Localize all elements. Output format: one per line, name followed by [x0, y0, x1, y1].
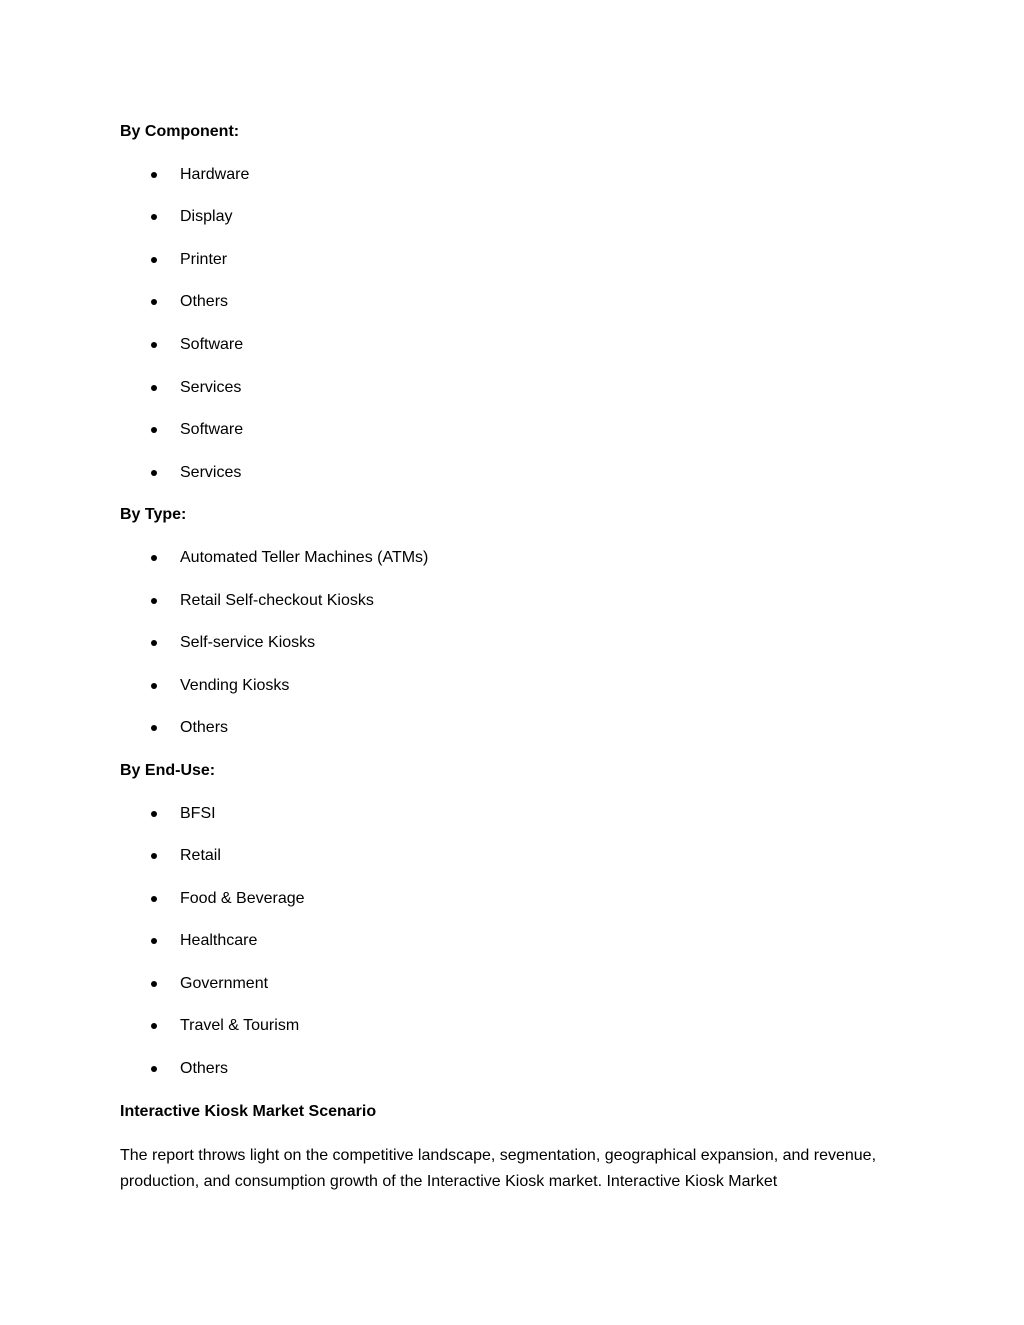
list-item-label: Vending Kiosks	[180, 676, 290, 694]
section-market-scenario	[120, 1101, 904, 1195]
list-item-label: Hardware	[180, 165, 250, 183]
list-item	[120, 717, 904, 739]
bullet-icon	[151, 811, 157, 817]
list-item-label: Services	[180, 463, 242, 481]
list-item-label: Others	[180, 1060, 229, 1078]
bullet-icon	[151, 342, 157, 348]
list-item	[120, 888, 904, 910]
list-item-label: Retail	[180, 847, 221, 865]
list-item	[120, 1058, 904, 1080]
list-item-label: Travel & Tourism	[180, 1017, 300, 1035]
list-item-label: Services	[180, 378, 242, 396]
bullet-list	[120, 547, 904, 739]
bullet-icon	[151, 470, 157, 476]
list-item-label: Retail Self-checkout Kiosks	[180, 591, 374, 609]
list-item-label: Government	[180, 974, 269, 992]
list-item	[120, 377, 904, 399]
list-item	[120, 419, 904, 441]
bullet-icon	[151, 257, 157, 263]
bullet-icon	[151, 853, 157, 859]
bullet-icon	[151, 896, 157, 902]
list-item	[120, 462, 904, 484]
list-item	[120, 590, 904, 612]
list-item	[120, 547, 904, 569]
bullet-list	[120, 803, 904, 1081]
list-item	[120, 675, 904, 697]
list-item-label: Others	[180, 719, 229, 737]
list-item	[120, 803, 904, 825]
list-item	[120, 164, 904, 186]
bullet-icon	[151, 598, 157, 604]
section-by-component	[120, 121, 904, 484]
bullet-icon	[151, 1023, 157, 1029]
bullet-icon	[151, 172, 157, 178]
bullet-icon	[151, 299, 157, 305]
list-item-label: Others	[180, 293, 229, 311]
bullet-icon	[151, 938, 157, 944]
section-heading: By Component:	[120, 123, 240, 140]
list-item	[120, 334, 904, 356]
bullet-icon	[151, 725, 157, 731]
list-item-label: Printer	[180, 250, 228, 268]
list-item-label: Self-service Kiosks	[180, 634, 316, 652]
section-heading: By End-Use:	[120, 761, 216, 779]
bullet-icon	[151, 1066, 157, 1072]
section-heading: By Type:	[120, 506, 187, 524]
list-item-label: Software	[180, 421, 244, 439]
list-item	[120, 930, 904, 952]
list-item	[120, 973, 904, 995]
list-item	[120, 206, 904, 228]
bullet-icon	[151, 981, 157, 987]
list-item-label: Software	[180, 335, 244, 353]
list-item	[120, 1015, 904, 1037]
bullet-icon	[151, 640, 157, 646]
bullet-icon	[151, 683, 157, 689]
list-item-label: Healthcare	[180, 932, 258, 950]
list-item	[120, 249, 904, 271]
scenario-heading: Interactive Kiosk Market Scenario	[120, 1102, 377, 1120]
bullet-icon	[151, 427, 157, 433]
bullet-icon	[151, 214, 157, 220]
list-item-label: Display	[180, 208, 233, 226]
bullet-icon	[151, 555, 157, 561]
list-item-label: BFSI	[180, 804, 216, 822]
section-by-end-use	[120, 760, 904, 1080]
list-item-label: Food & Beverage	[180, 889, 305, 907]
list-item-label: Automated Teller Machines (ATMs)	[180, 548, 429, 566]
scenario-paragraph: The report throws light on the competitive landscape, segmentation, geographical expansion, and revenue, production, and consumption growth of the Interactive Kiosk market. Interactive Kiosk Market	[120, 1146, 877, 1190]
list-item	[120, 291, 904, 313]
bullet-icon	[151, 385, 157, 391]
list-item	[120, 845, 904, 867]
bullet-list	[120, 164, 904, 484]
section-by-type	[120, 504, 904, 739]
list-item	[120, 632, 904, 654]
